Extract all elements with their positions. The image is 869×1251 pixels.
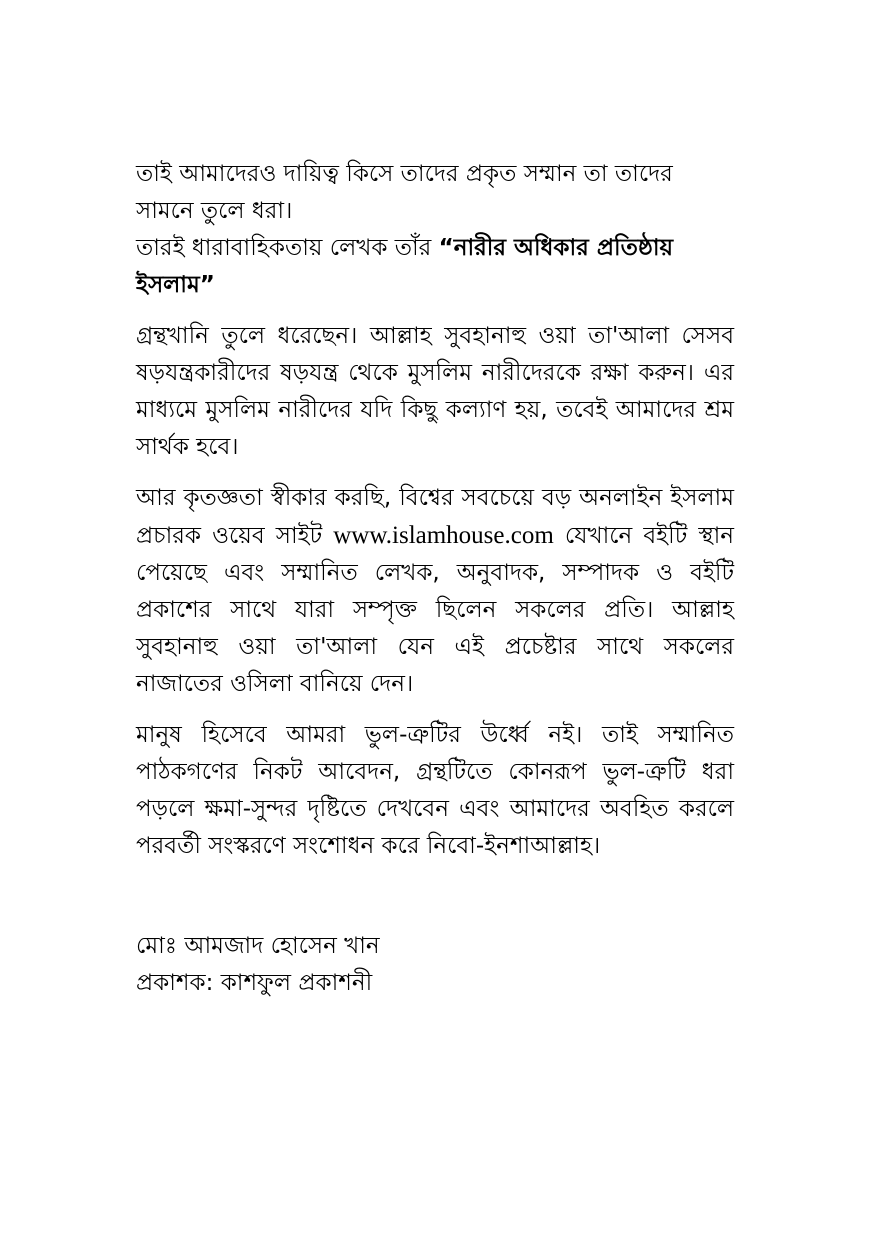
signature-name: মোঃ আমজাদ হোসেন খান — [136, 933, 380, 959]
intro-line-2 — [136, 230, 734, 304]
book-title: “নারীর অধিকার প্রতিষ্ঠায় ইসলাম” — [136, 235, 674, 298]
intro-line-2-prefix: তারই ধারাবাহিকতায় লেখক তাঁর — [136, 235, 439, 261]
signature-publisher: প্রকাশক: কাশফুল প্রকাশনী — [136, 970, 373, 996]
document-body — [136, 156, 734, 865]
paragraph-2 — [136, 480, 734, 703]
paragraph-1: গ্রন্থখানি তুলে ধরেছেন। আল্লাহ সুবহানাহু ওয়া তা'আলা সেসব ষড়যন্ত্রকারীদের ষড়যন্ত্র থেকে মুসলিম নারীদেরকে রক্ষা করুন। এর মাধ্যমে মুসলিম নারীদের যদি কিছু কল্যাণ হয়, তবেই আমাদের শ্রম সার্থক হবে। — [136, 323, 734, 460]
signature-block — [136, 928, 734, 1002]
website-url: www.islamhouse.com — [333, 522, 554, 549]
paragraph-3: মানুষ হিসেবে আমরা ভুল-ত্রুটির উর্ধ্বে নই। তাই সম্মানিত পাঠকগণের নিকট আবেদন, গ্রন্থটিতে কোনরূপ ভুল-ত্রুটি ধরা পড়লে ক্ষমা-সুন্দর দৃষ্টিতে দেখবেন এবং আমাদের অবহিত করলে পরবর্তী সংস্করণে সংশোধন করে নিবো-ইনশাআল্লাহ। — [136, 722, 734, 859]
paragraph-2-before-url: আর কৃতজ্ঞতা স্বীকার করছি, বিশ্বের সবচেয়ে বড় অনলাইন ইসলাম প্রচারক ওয়েব সাইট — [136, 485, 734, 549]
intro-line-1: তাই আমাদেরও দায়িত্ব কিসে তাদের প্রকৃত সম্মান তা তাদের সামনে তুলে ধরা। — [136, 161, 673, 224]
paragraph-2-after-url: যেখানে বইটি স্থান পেয়েছে এবং সম্মানিত লেখক, অনুবাদক, সম্পাদক ও বইটি প্রকাশের সাথে যারা সম্পৃক্ত ছিলেন সকলের প্রতি। আল্লাহ সুবহানাহু ওয়া তা'আলা যেন এই প্রচেষ্টার সাথে সকলের নাজাতের ওসিলা বানিয়ে দেন। — [136, 523, 734, 697]
